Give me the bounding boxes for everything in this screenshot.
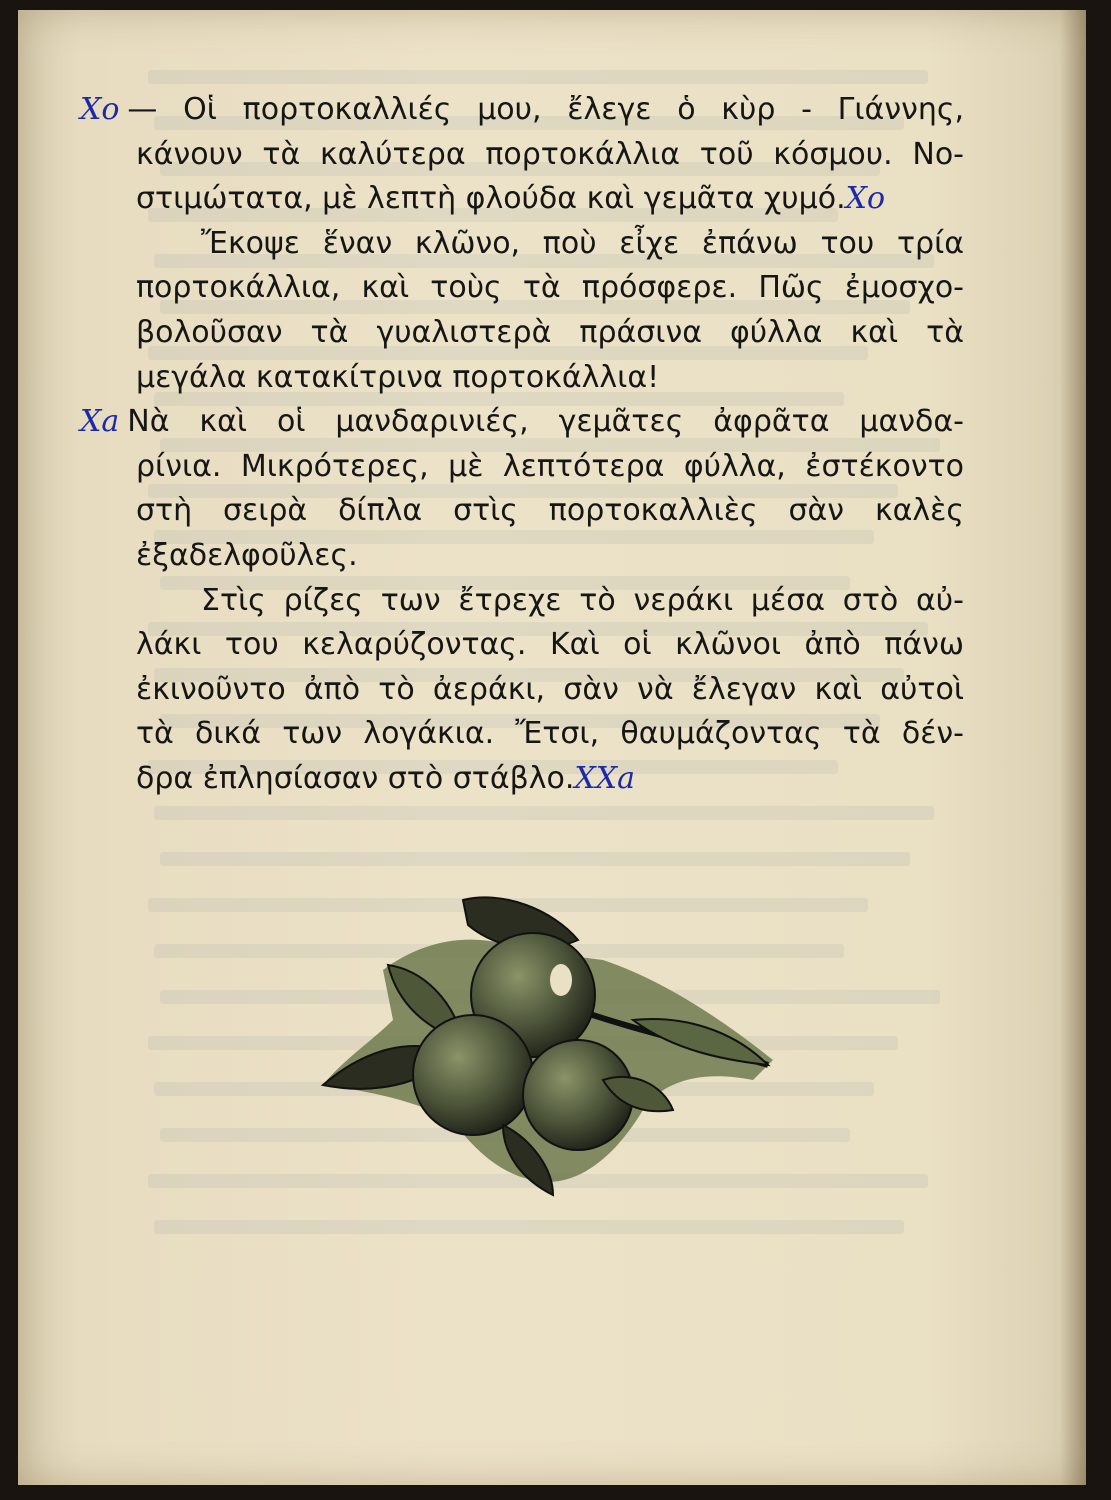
text-line xyxy=(136,177,964,222)
line-text: στιμώτατα, μὲ λεπτὴ φλούδα καὶ γεμᾶτα χυμό. xyxy=(136,181,846,217)
line-text: — Οἱ πορτοκαλλιές μου, ἔλεγε ὁ κὺρ - Γιάννης, xyxy=(127,92,964,127)
show-through-line xyxy=(154,1220,904,1234)
text-line xyxy=(80,88,964,133)
show-through-line xyxy=(148,70,928,84)
line-text: κάνουν τὰ καλύτερα πορτοκάλλια τοῦ κόσμου. Νο- xyxy=(136,136,964,172)
line-text: Νὰ καὶ οἱ μανδαρινιές, γεμᾶτες ἀφρᾶτα μανδα- xyxy=(127,404,964,440)
text-line xyxy=(136,712,964,757)
line-text: βολοῦσαν τὰ γυαλιστερὰ πράσινα φύλλα καὶ τὰ xyxy=(136,314,964,350)
text-line xyxy=(136,534,964,579)
text-line xyxy=(136,356,964,401)
text-line xyxy=(136,623,964,668)
line-text: Στὶς ρίζες των ἔτρεχε τὸ νεράκι μέσα στὸ αὐ- xyxy=(201,582,964,618)
handwritten-annotation: Xo xyxy=(845,181,886,217)
handwritten-annotation: XXa xyxy=(574,760,635,796)
show-through-line xyxy=(154,806,934,820)
line-text: δρα ἐπλησίασαν στὸ στάβλο. xyxy=(136,760,575,796)
show-through-line xyxy=(160,852,910,866)
text-line xyxy=(80,400,964,445)
line-text: στὴ σειρὰ δίπλα στὶς πορτοκαλλιὲς σὰν καλὲς xyxy=(136,493,964,529)
orange-fruit xyxy=(413,1015,533,1135)
book-page xyxy=(18,10,1086,1485)
body-text xyxy=(80,88,964,802)
text-line xyxy=(136,133,964,178)
handwritten-annotation: Xa xyxy=(80,404,120,440)
handwritten-annotation: Xo xyxy=(80,92,120,127)
line-text: ἐξαδελφοῦλες. xyxy=(136,537,358,573)
page-spine-shadow xyxy=(1060,10,1086,1485)
text-line xyxy=(136,489,964,534)
text-line xyxy=(136,311,964,356)
line-text: τὰ δικά των λογάκια. Ἔτσι, θαυμάζοντας τὰ δέν- xyxy=(136,716,964,752)
orange-branch-illustration xyxy=(303,880,773,1200)
text-line xyxy=(136,668,964,713)
line-text: λάκι του κελαρύζοντας. Καὶ οἱ κλῶνοι ἀπὸ πάνω xyxy=(136,627,964,663)
line-text: ρίνια. Μικρότερες, μὲ λεπτότερα φύλλα, ἐστέκοντο xyxy=(136,448,964,484)
text-line xyxy=(136,266,964,311)
text-line xyxy=(136,579,964,624)
text-line xyxy=(136,445,964,490)
line-text: Ἔκοψε ἕναν κλῶνο, ποὺ εἶχε ἐπάνω του τρία xyxy=(201,225,964,261)
line-text: πορτοκάλλια, καὶ τοὺς τὰ πρόσφερε. Πῶς ἐμοσχο- xyxy=(136,270,964,306)
line-text: ἐκινοῦντο ἀπὸ τὸ ἀεράκι, σὰν νὰ ἔλεγαν καὶ αὐτοὶ xyxy=(136,671,964,707)
fruit-highlight xyxy=(550,964,572,996)
text-line xyxy=(136,222,964,267)
line-text: μεγάλα κατακίτρινα πορτοκάλλια! xyxy=(136,359,660,395)
text-line xyxy=(136,757,964,802)
